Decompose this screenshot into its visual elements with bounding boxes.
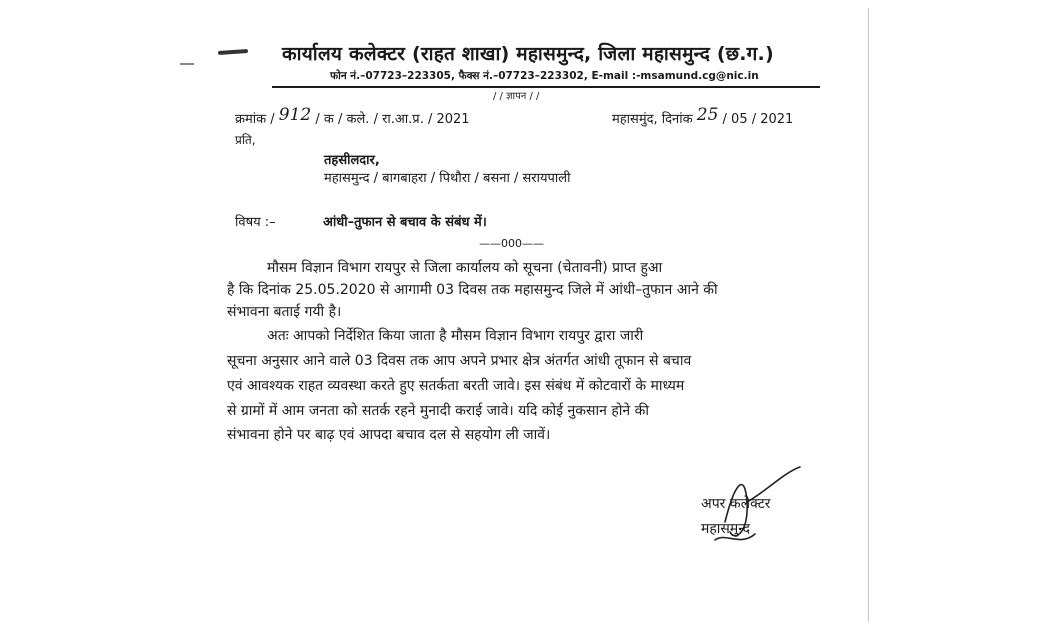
body-line: संभावना होने पर बाढ़ एवं आपदा बचाव दल से सहयोग ली जावें। [227,427,551,443]
date-prefix: महासमुंद, दिनांक [612,112,693,127]
header-rule [272,86,820,88]
ref-prefix: क्रमांक / [235,112,275,127]
scan-dot [180,63,194,65]
signatory-title: अपर कलेक्टर [701,496,771,512]
scan-mark [218,49,248,55]
memo-tag: / / ज्ञापन / / [493,91,540,102]
date-suffix: / 05 / 2021 [722,112,794,127]
date-day-handwritten: 25 [696,105,719,125]
body-line: सूचना अनुसार आने वाले 03 दिवस तक आप अपने प्रभार क्षेत्र अंतर्गत आंधी तूफान से बचाव [227,353,692,369]
subject-label: विषय :– [235,215,276,230]
to-label: प्रति, [235,133,256,147]
contact-line: फोन नं.–07723–223305, फैक्स नं.–07723–223302, E-mail :-msamund.cg@nic.in [330,70,759,82]
ref-number-handwritten: 912 [278,105,312,125]
body-line: संभावना बताई गयी है। [227,304,342,320]
body-line: अतः आपको निर्देशित किया जाता है मौसम विज्ञान विभाग रायपुर द्वारा जारी [227,328,644,344]
body-line: मौसम विज्ञान विभाग रायपुर से जिला कार्यालय को सूचना (चेतावनी) प्राप्त हुआ [227,260,663,276]
body-line: से ग्रामों में आम जनता को सतर्क रहने मुनादी कराई जावे। यदि कोई नुकसान होने की [227,403,649,419]
subject-text: आंधी–तुफान से बचाव के संबंध में। [323,215,487,230]
body-line: है कि दिनांक 25.05.2020 से आगामी 03 दिवस तक महासमुन्द जिले में आंधी–तुफान आने की [227,282,718,298]
page-edge [868,8,869,622]
addressee: तहसीलदार, [324,153,380,168]
date-line [612,105,794,128]
addressee-places: महासमुन्द / बागबाहरा / पिथौरा / बसना / सरायपाली [324,171,571,186]
signatory-place: महासमुन्द [701,521,751,537]
ref-suffix: / क / कले. / रा.आ.प्र. / 2021 [315,112,470,127]
reference-number-line [235,105,470,128]
office-title: कार्यालय कलेक्टर (राहत शाखा) महासमुन्द, जिला महासमुन्द (छ.ग.) [282,43,774,65]
body-line: एवं आवश्यक राहत व्यवस्था करते हुए सतर्कता बरती जावे। इस संबंध में कोटवारों के माध्यम [227,378,685,394]
separator: ——000—— [479,237,544,250]
